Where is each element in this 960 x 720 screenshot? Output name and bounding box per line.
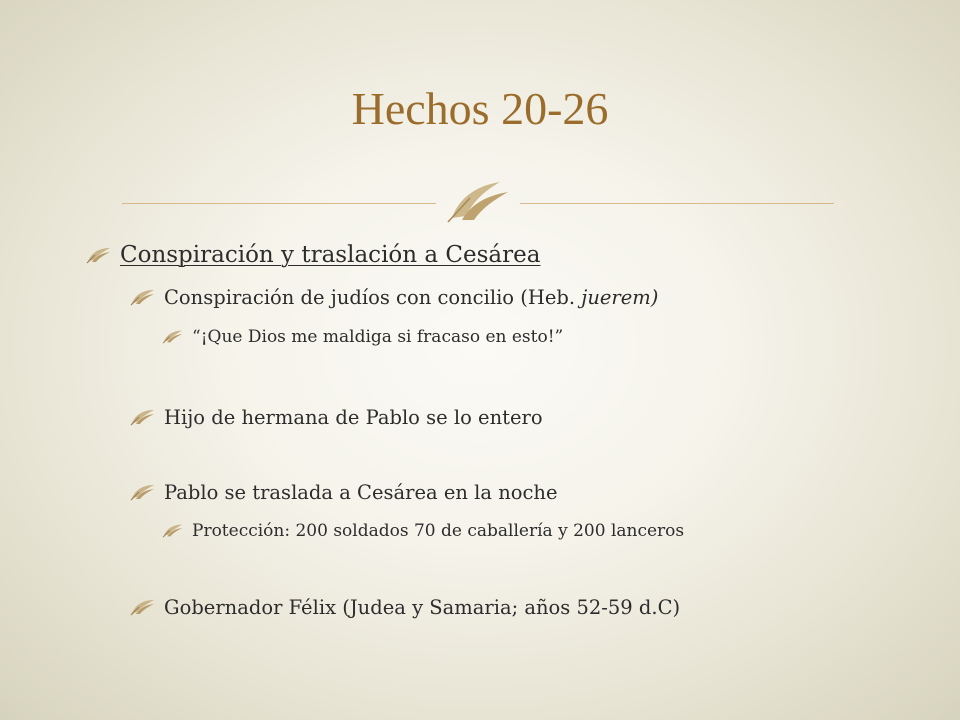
feather-icon — [162, 523, 184, 538]
bullet-item-quote — [162, 327, 563, 347]
bullet-item-protection — [162, 521, 684, 541]
heading-text: Conspiración y traslación a Cesárea — [120, 242, 541, 268]
transfer-text: Pablo se traslada a Cesárea en la noche — [164, 481, 558, 504]
feather-icon — [162, 329, 184, 344]
feather-icon — [130, 598, 156, 616]
conspiracy-text: Conspiración de judíos con concilio (Heb. — [164, 286, 582, 309]
governor-text: Gobernador Félix (Judea y Samaria; años 52-59 d.C) — [164, 596, 681, 619]
slide-title: Hechos 20-26 — [351, 83, 609, 134]
bullet-item-nephew — [130, 406, 543, 429]
feather-icon — [130, 288, 156, 306]
feather-icon — [86, 246, 112, 264]
bullet-item-conspiracy — [130, 286, 658, 309]
protection-text: Protección: 200 soldados 70 de caballería y 200 lanceros — [192, 521, 685, 541]
quote-text: “¡Que Dios me maldiga si fracaso en esto!” — [192, 327, 564, 347]
feather-icon — [130, 483, 156, 501]
nephew-text: Hijo de hermana de Pablo se lo entero — [164, 406, 543, 429]
conspiracy-term: juerem) — [581, 286, 659, 309]
bullet-item-transfer — [130, 481, 558, 504]
bullet-item-heading — [86, 242, 540, 268]
bullet-item-governor — [130, 596, 680, 619]
feather-icon — [130, 408, 156, 426]
